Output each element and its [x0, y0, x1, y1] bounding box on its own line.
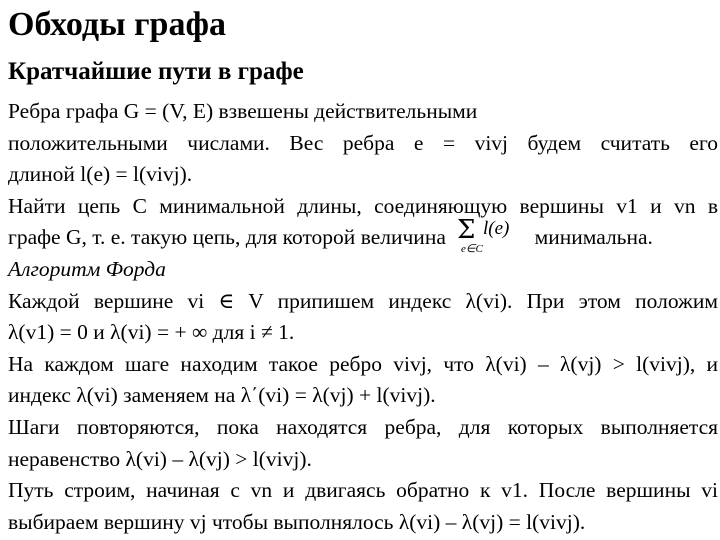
slide-body — [8, 96, 718, 538]
text-line-with-sum — [8, 215, 718, 256]
text-line: длиной l(e) = l(vivj). — [8, 162, 193, 187]
slide-title: Обходы графа — [8, 6, 226, 43]
sum-body: l(e) — [483, 218, 510, 240]
slide-subtitle: Кратчайшие пути в графе — [8, 58, 304, 85]
text-line: Каждой вершине vi ∈ V припишем индекс λ(vi). При этом положим — [8, 288, 718, 313]
algorithm-heading: Алгоритм Форда — [8, 256, 166, 281]
sum-formula — [455, 215, 525, 256]
sum-operator: Σ — [457, 215, 476, 246]
text-line: Путь строим, начиная с vn и двигаясь обратно к v1. После вершины vi — [8, 478, 718, 503]
text-line: Ребра графа G = (V, E) взвешены действительными — [8, 99, 478, 123]
text-fragment: минимальна. — [534, 225, 653, 250]
text-fragment: графе G, т. е. такую цепь, для которой величина — [8, 225, 446, 250]
text-line: положительными числами. Вес ребра e = vivj будем считать его — [8, 130, 718, 155]
sum-formula-graphic — [455, 214, 525, 254]
text-line: Шаги повторяются, пока находятся ребра, для которых выполняется — [8, 414, 718, 439]
sum-subscript: e∈C — [461, 243, 484, 256]
text-line: индекс λ(vi) заменяем на λ΄(vi) = λ(vj) + l(vivj). — [8, 383, 436, 408]
text-line: На каждом шаге находим такое ребро vivj, что λ(vi) – λ(vj) > l(vivj), и — [8, 351, 718, 376]
text-line: выбираем вершину vj чтобы выполнялось λ(vi) – λ(vj) = l(vivj). — [8, 509, 586, 534]
text-line: Найти цепь C минимальной длины, соединяющую вершины v1 и vn в — [8, 193, 718, 218]
text-line: неравенство λ(vi) – λ(vj) > l(vivj). — [8, 446, 312, 471]
text-line: λ(v1) = 0 и λ(vi) = + ∞ для i ≠ 1. — [8, 320, 295, 345]
